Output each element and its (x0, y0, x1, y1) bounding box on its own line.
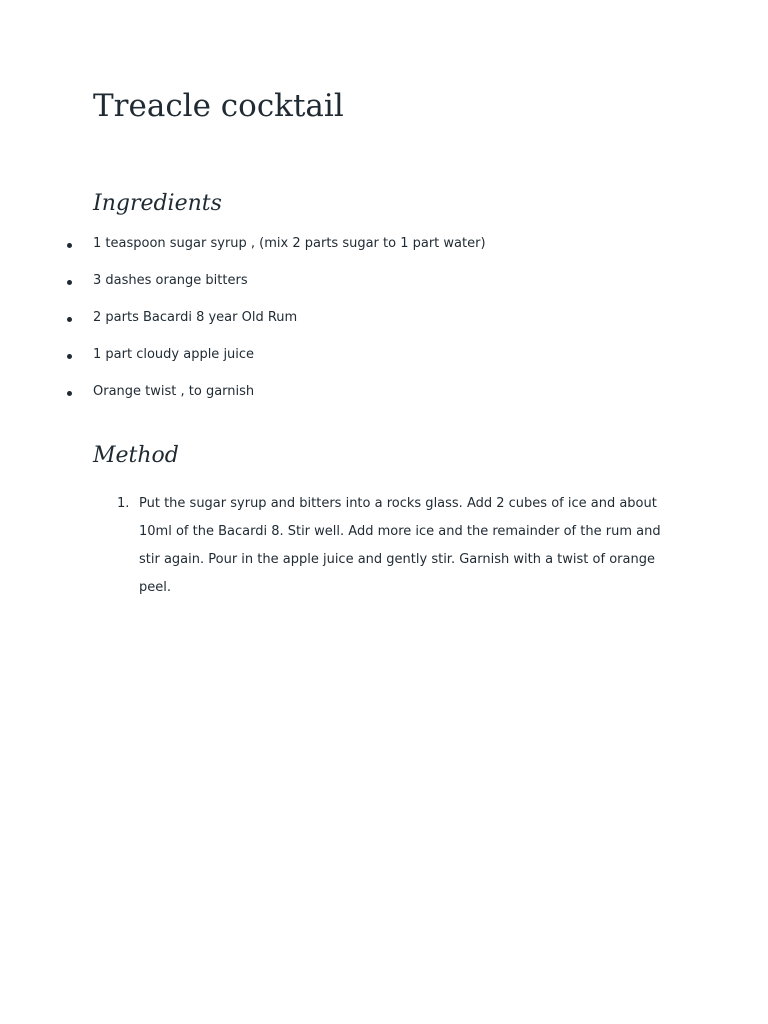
ingredient-text: 1 teaspoon sugar syrup , (mix 2 parts sugar to 1 part water) (93, 236, 486, 251)
page-title: Treacle cocktail (93, 88, 344, 124)
ingredients-heading: Ingredients (93, 191, 222, 216)
bullet-icon (67, 354, 72, 359)
ingredient-text: 1 part cloudy apple juice (93, 347, 255, 362)
method-heading: Method (93, 443, 179, 468)
ingredients-list (0, 233, 768, 418)
ingredient-item (0, 344, 768, 381)
method-list (0, 490, 768, 602)
ingredient-item (0, 381, 768, 418)
bullet-icon (67, 391, 72, 396)
bullet-icon (67, 243, 72, 248)
ingredient-item (0, 270, 768, 307)
step-text: Put the sugar syrup and bitters into a rocks glass. Add 2 cubes of ice and about 10ml of the Bacardi 8. Stir well. Add more ice and the remainder of the rum and stir again. Pour in the apple juice and gently stir. Garnish with a twist of orange peel. (139, 496, 661, 595)
ingredient-text: 3 dashes orange bitters (93, 273, 248, 288)
bullet-icon (67, 280, 72, 285)
ingredient-text: 2 parts Bacardi 8 year Old Rum (93, 310, 298, 325)
step-number: 1. (117, 496, 130, 511)
bullet-icon (67, 317, 72, 322)
method-step (0, 490, 768, 602)
ingredient-item (0, 307, 768, 344)
ingredient-item (0, 233, 768, 270)
ingredient-text: Orange twist , to garnish (93, 384, 255, 399)
